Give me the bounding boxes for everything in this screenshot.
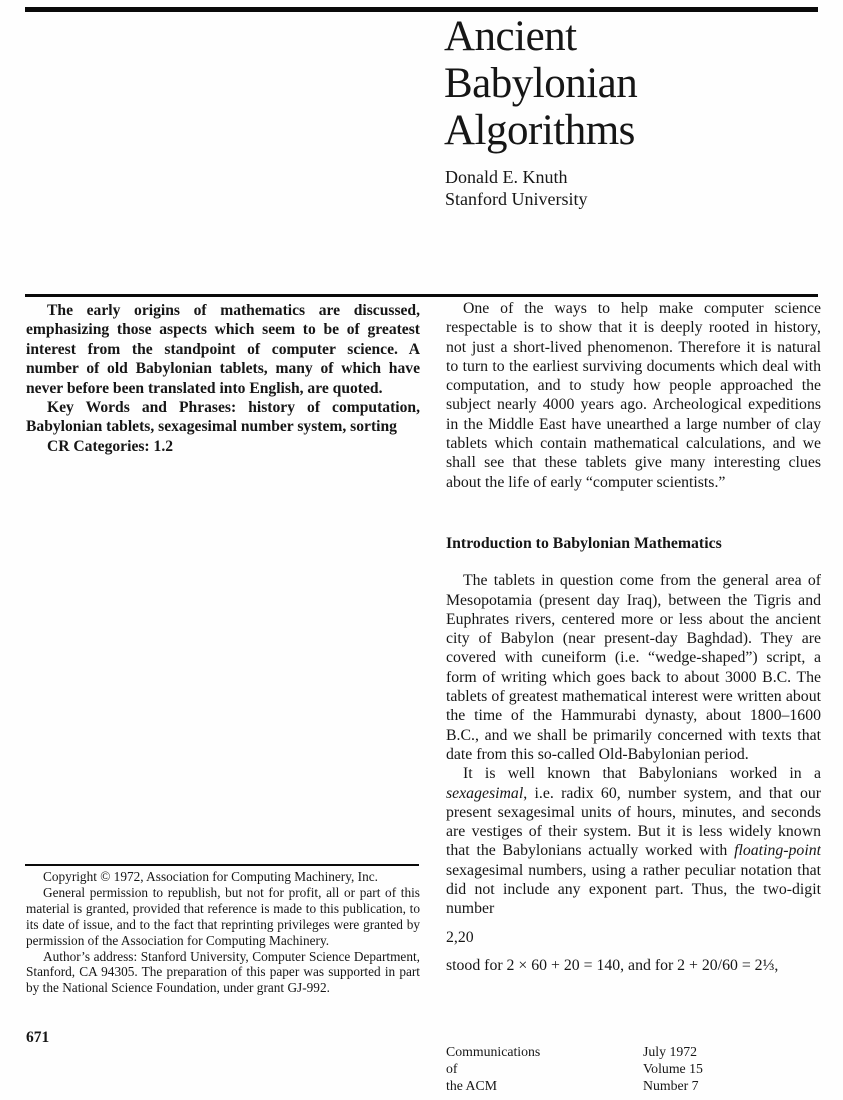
article-title-line: Ancient [444,13,577,60]
author-affiliation: Stanford University [445,188,588,209]
abstract-cr-categories: CR Categories: 1.2 [47,437,174,455]
permission-notice: General permission to republish, but not for profit, all or part of this material is granted, provided that reference is made to this publication, to its date of issue, and to the fact that reprinting privileges were granted by permission of the Association for Computing Machinery. [26,884,420,948]
issue-volume: Volume 15 [643,1061,703,1076]
tablets-paragraph: The tablets in question come from the general area of Mesopotamia (present day Iraq), between the Tigris and Euphrates rivers, centered more or less about the ancient city of Babylon (near present-day Baghdad). They are covered with cuneiform (i.e. “wedge-shaped”) script, a form of writing which goes back to about 3000 B.C. The tablets of greatest mathematical interest were written about the time of the Hammurabi dynasty, about 1800–1600 B.C., and we shall be primarily concerned with texts that date from this so-called Old-Babylonian period. [446,572,821,763]
intro-paragraph: One of the ways to help make computer science respectable is to show that it is deeply rooted in history, not just a short-lived phenomenon. Therefore it is natural to turn to the earliest surviving documents which deal with computation, and to study how people approached the subject nearly 4000 years ago. Archeological expeditions in the Middle East have unearthed a large number of clay tablets which contain mathematical calculations, and we shall see that these tablets give many interesting clues about the life of early “computer scientists.” [446,300,821,491]
issue-date: July 1972 [643,1044,698,1059]
issue-info [643,1043,703,1094]
journal-name-line: Communications [446,1044,541,1059]
copyright-notice: Copyright © 1972, Association for Computing Machinery, Inc. [43,869,378,884]
footnote-rule [25,864,419,866]
sexagesimal-paragraph: It is well known that Babylonians worked in a sexagesimal, i.e. radix 60, number system, and that our present sexagesimal units of hours, minutes, and seconds are vestiges of their system. But it is less widely known that the Babylonians actually worked with floating-point sexagesimal numbers, using a rather peculiar notation that did not include any exponent part. Thus, the two-digit number [446,765,821,918]
issue-number: Number 7 [643,1078,699,1093]
author-name: Donald E. Knuth [445,167,568,187]
journal-name-line: the ACM [446,1078,497,1093]
journal-name-line: of [446,1061,458,1076]
byline [445,167,587,210]
article-title [444,13,637,154]
body-column [446,299,821,1041]
header-divider-rule [25,294,818,297]
article-title-line: Babylonian [444,60,638,107]
footnote-section [26,869,420,996]
abstract-keywords: Key Words and Phrases: history of computation, Babylonian tablets, sexagesimal number system, sorting [26,399,420,436]
author-address-note: Author’s address: Stanford University, Computer Science Department, Stanford, CA 94305. The preparation of this paper was supported in part by the National Science Foundation, under grant GJ-992. [26,948,420,996]
display-number: 2,20 [446,928,474,946]
continuation-line: stood for 2 × 60 + 20 = 140, and for 2 + 20/60 = 2⅓, [446,956,779,974]
abstract-text: The early origins of mathematics are discussed, emphasizing those aspects which seem to be of greatest interest from the standpoint of computer science. A number of old Babylonian tablets, many of which have never before been translated into English, are quoted. [26,302,420,397]
article-title-line: Algorithms [444,107,635,154]
section-heading: Introduction to Babylonian Mathematics [446,534,722,552]
page-number: 671 [26,1029,50,1046]
abstract-section [26,301,420,456]
top-rule [25,7,818,12]
journal-name [446,1043,540,1094]
